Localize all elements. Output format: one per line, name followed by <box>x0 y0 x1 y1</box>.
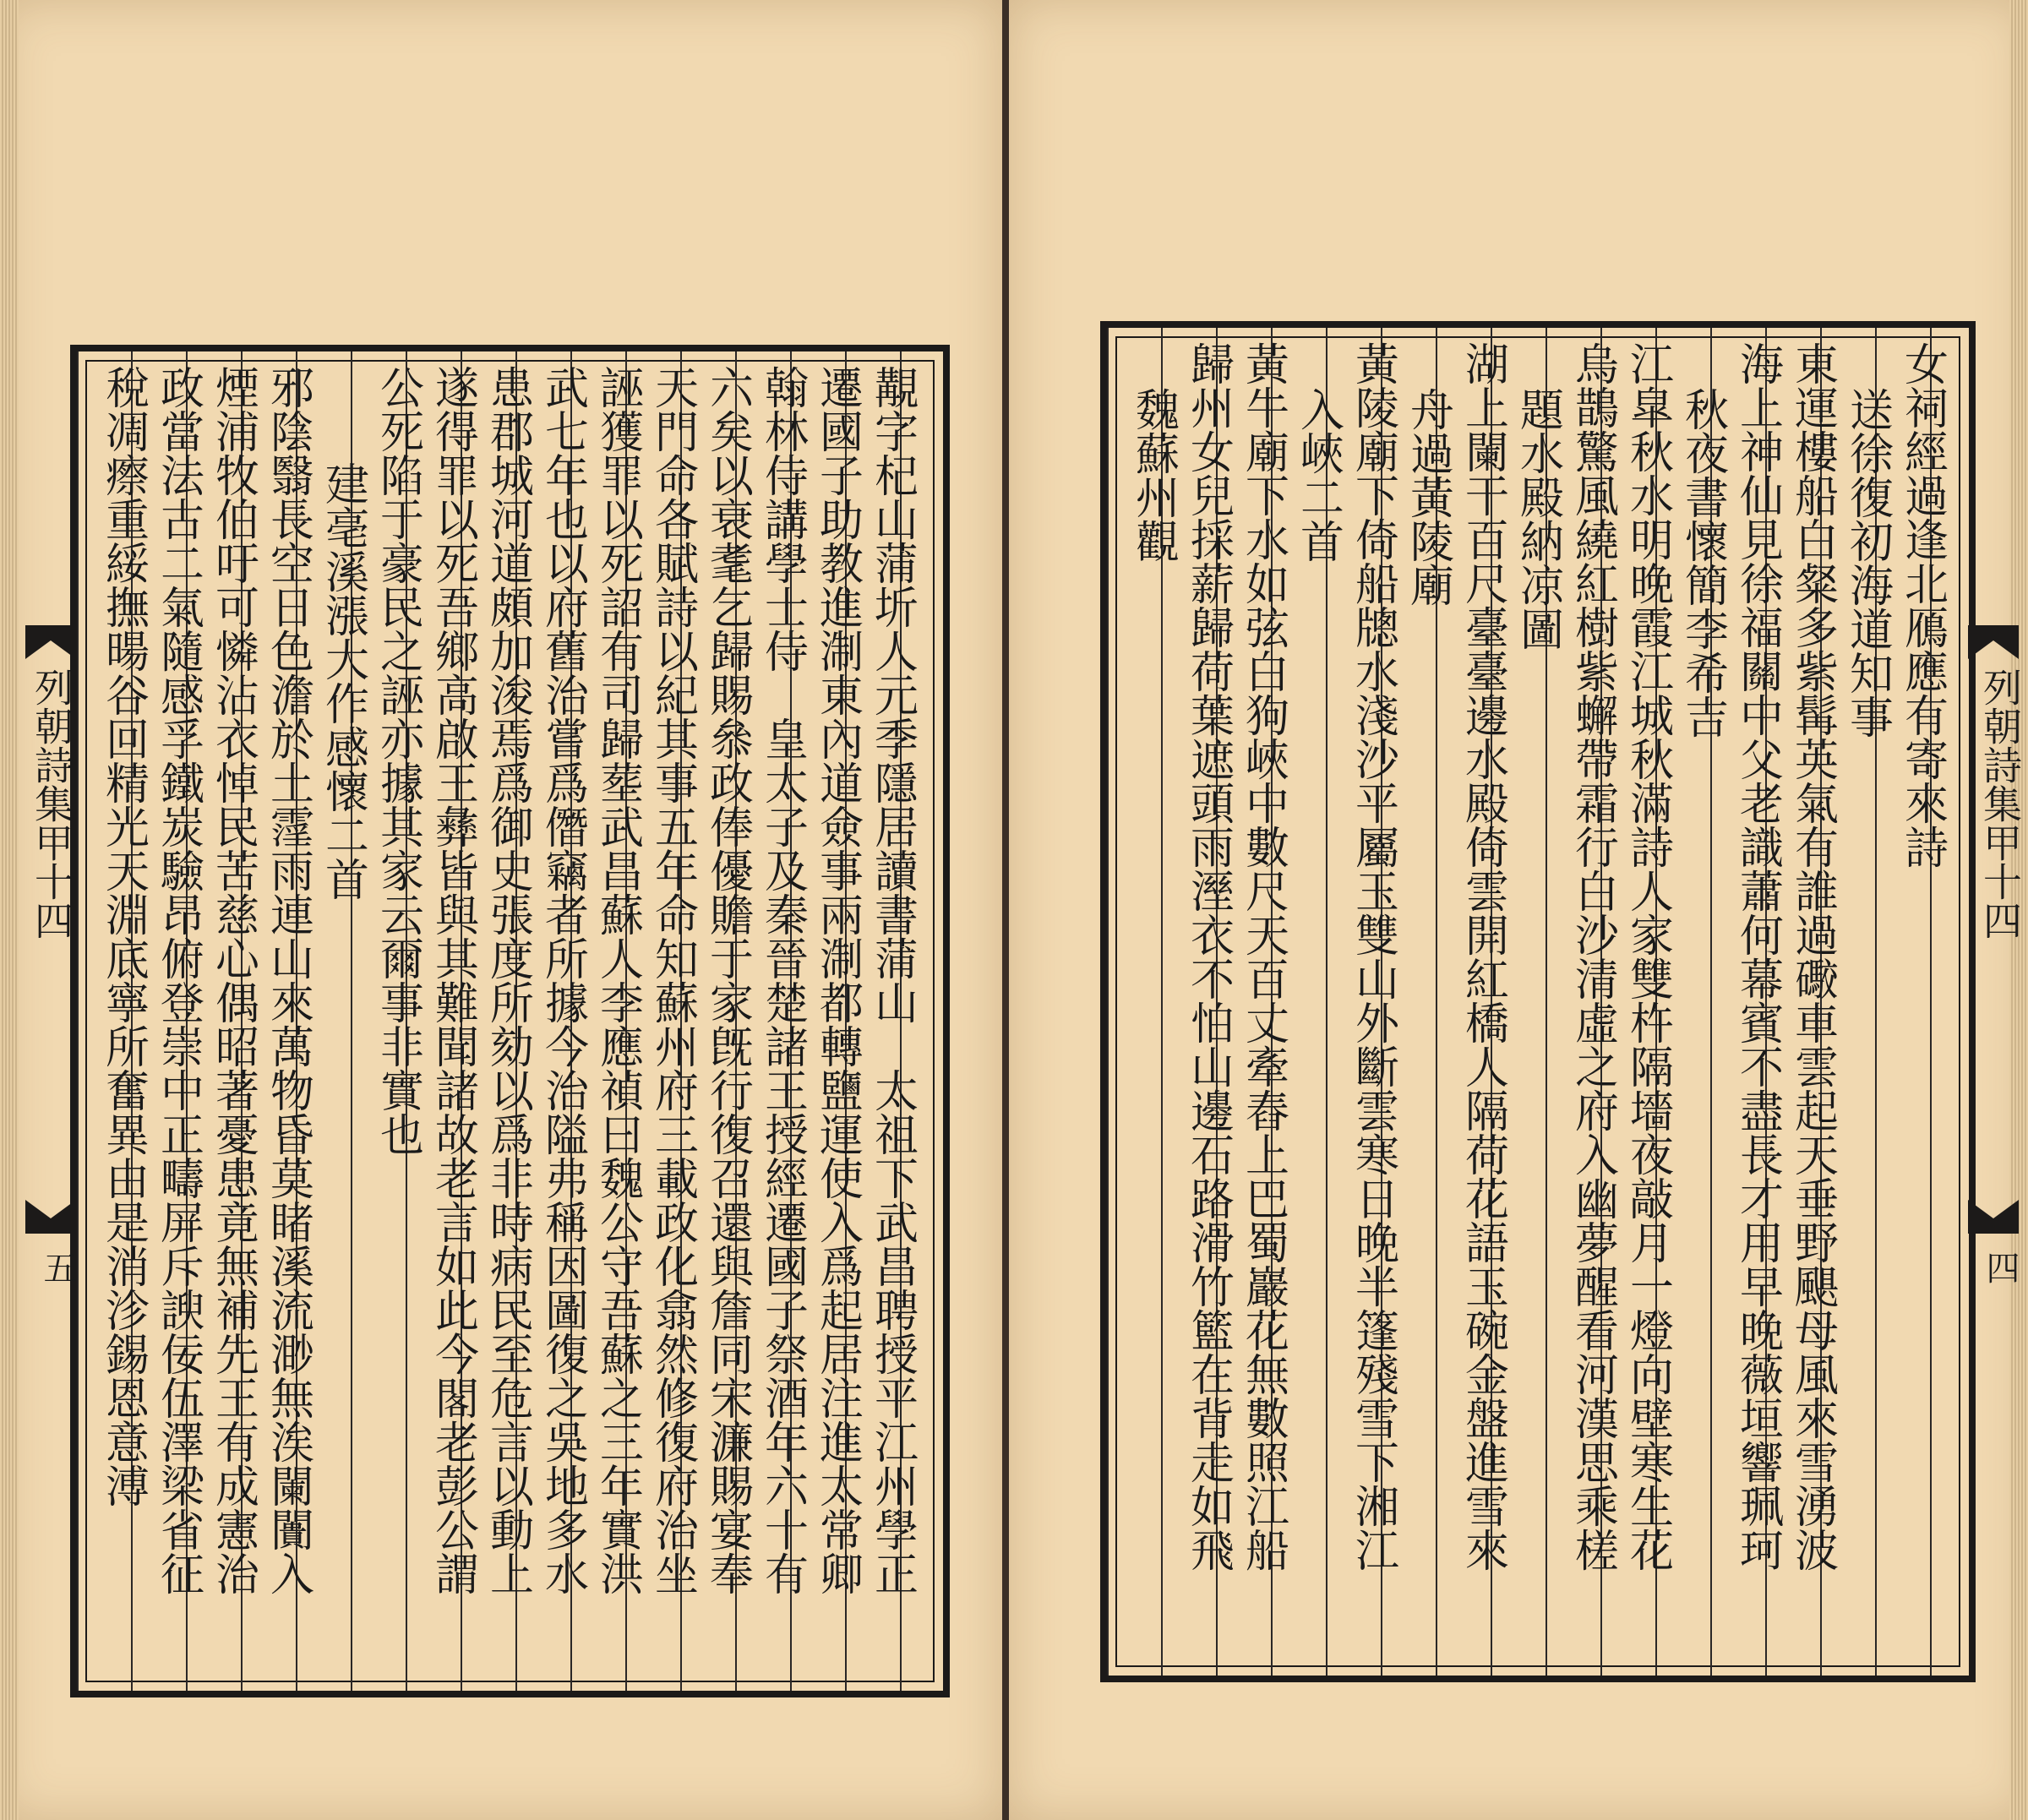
poem-title: 入峽二首 <box>1292 387 1344 563</box>
poem-title: 秋夜書懷簡李希吉 <box>1676 387 1728 738</box>
poem-title: 舟過黃陵廟 <box>1402 387 1453 607</box>
text-column: 遂得罪以死吾鄉高啟王彝皆與其難聞諸故老言如此今閣老彭公謂 <box>427 365 478 1595</box>
text-column: 翰林侍講學士侍 皇太子及秦晉楚諸王授經遷國子祭酒年六十有 <box>756 365 808 1595</box>
text-column: 女祠經過逢北鴈應有寄來詩 <box>1896 341 1948 869</box>
margin-title: 列朝詩集甲十四 <box>1977 668 2023 940</box>
fishtail-icon <box>25 1191 76 1234</box>
text-column: 煙浦牧伯吁可憐沾衣悼民苦慈心偶昭著憂患竟無補先王有成憲治 <box>207 365 259 1595</box>
text-column: 東運樓船白粲多紫髯英氣有誰過礮車雲起天垂野颶母風來雪湧波 <box>1786 341 1838 1572</box>
text-column: 公死陷于豪民之誣亦據其家云爾事非實也 <box>372 365 423 1156</box>
text-column: 黃牛廟下水如弦白狗峽中數尺天百丈牽舂上巴蜀巖花無數照江船 <box>1237 341 1289 1572</box>
right-page <box>1009 0 2028 1820</box>
text-column: 黃陵廟下倚船牕水淺沙平屬玉雙山外斷雲寒日晚半篷殘雪下湘江 <box>1347 341 1398 1572</box>
text-column: 湖上闌干百尺臺臺邊水殿倚雲開紅橋人隔荷花語玉碗金盤進雪來 <box>1457 341 1508 1572</box>
text-column: 邪陰翳長空日色澹於土霪雨連山來萬物昏莫睹溪流渺無涘闌闠入 <box>262 365 313 1595</box>
fishtail-icon <box>25 625 76 668</box>
poem-title: 題水殿納凉圖 <box>1512 387 1563 651</box>
text-column: 患郡城河道頗加浚焉爲御史張度所劾以爲非時病民至危言以動上 <box>482 365 533 1595</box>
text-column: 政當法古二氣隨感孚鐵炭驗昂俯登崇中正疇屏斥諛佞伍澤梁省征 <box>152 365 204 1595</box>
right-text-frame <box>1100 321 1976 1682</box>
folio-number: 五 <box>38 1251 77 1284</box>
left-text-frame <box>70 345 950 1697</box>
column-rule <box>1107 328 1109 1676</box>
folio-number: 四 <box>1981 1251 2020 1284</box>
poem-title: 建亳溪漲大作感懷二首 <box>317 461 368 901</box>
text-column: 遷國子助教進淛東內道僉事兩淛都轉鹽運使入爲起居注進太常卿 <box>811 365 863 1595</box>
text-column: 誣獲罪以死詔有司歸塟武昌蘇人李應禎曰魏公守吾蘇之三年實洪 <box>592 365 643 1595</box>
text-column: 覯字杞山蒲圻人元季隱居讀書蒲山 太祖下武昌聘授平江州學正 <box>866 365 918 1595</box>
poem-title: 魏蘇州觀 <box>1127 387 1179 563</box>
text-column: 江皐秋水明晚霞江城秋滿詩人家雙杵隔墻夜敲月一燈向壁寒生花 <box>1622 341 1673 1572</box>
text-column: 天門命各賦詩以紀其事五年命知蘇州府三載政化翕然修復府治坐 <box>646 365 698 1595</box>
left-page <box>0 0 1002 1820</box>
poem-title: 送徐復初海道知事 <box>1841 387 1893 738</box>
margin-title: 列朝詩集甲十四 <box>29 668 74 940</box>
page-edge-stack <box>0 0 19 1820</box>
text-column: 海上神仙見徐福關中父老識蕭何幕賓不盡長才用早晚薇垣響珮珂 <box>1731 341 1783 1572</box>
fishtail-icon <box>1968 1191 2019 1234</box>
text-column: 歸州女兒採薪歸荷葉遮頭雨溼衣不怕山邊石路滑竹籃在背走如飛 <box>1182 341 1234 1572</box>
fishtail-icon <box>1968 625 2019 668</box>
text-column: 烏鵲驚風繞紅樹紫蠏帶霜行白沙清虛之府入幽夢醒看河漢思乘槎 <box>1567 341 1618 1572</box>
text-column: 六矣以衰耄乞歸賜叅政俸優贍于家旣行復召還與詹同宋濂賜宴奉 <box>701 365 753 1595</box>
text-column: 稅凋瘵重綏撫暘谷回精光天淵底寧所奮異由是消沴錫恩意溥 <box>97 365 149 1507</box>
column-rule <box>77 351 79 1691</box>
text-column: 武七年也以府舊治嘗爲僭竊者所據今治隘弗稱因圖復之吳地多水 <box>537 365 588 1595</box>
